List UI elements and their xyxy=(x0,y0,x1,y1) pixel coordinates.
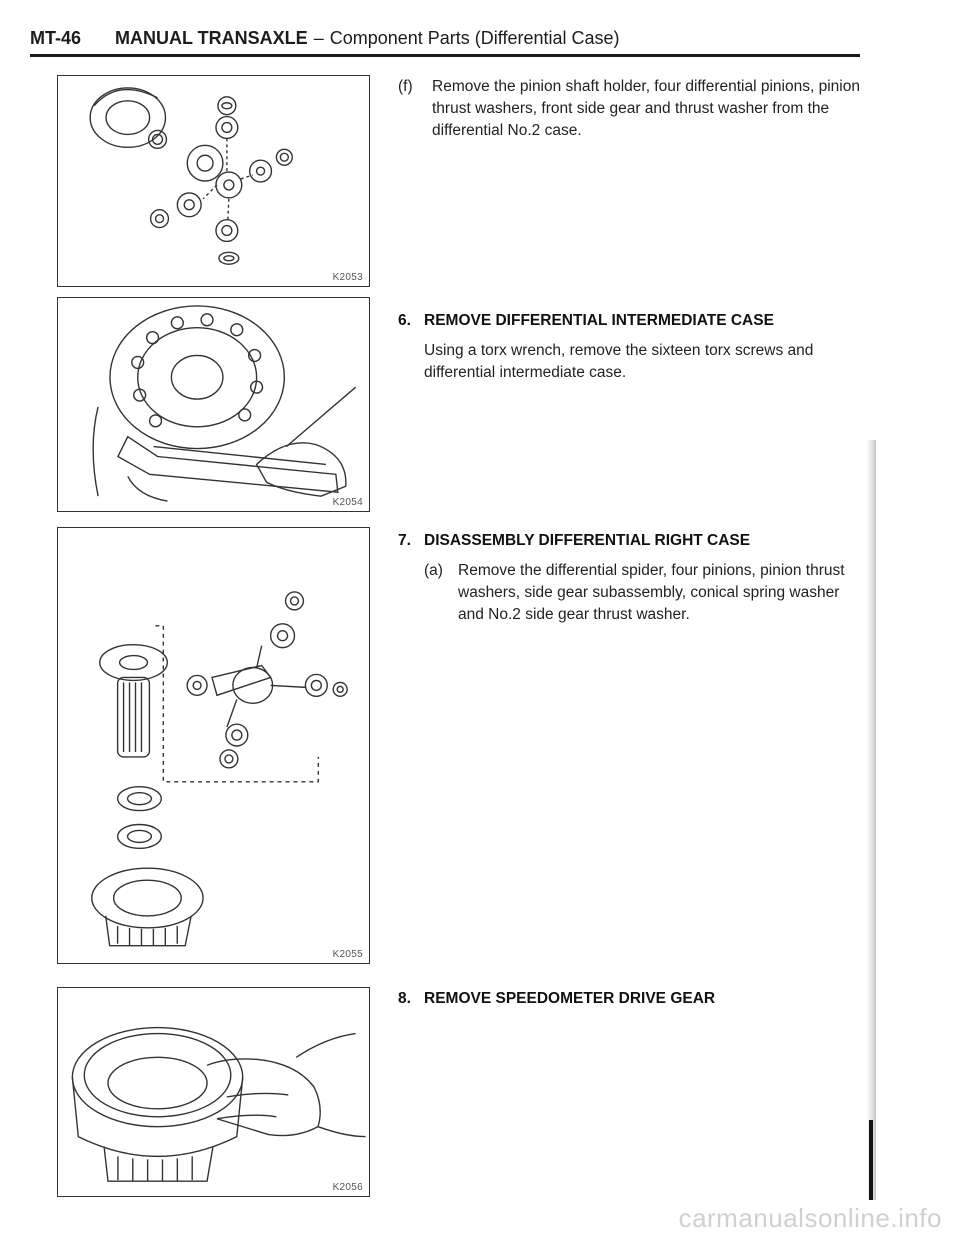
step-number: 7. xyxy=(398,532,411,549)
watermark: carmanualsonline.info xyxy=(678,1203,942,1233)
section-subtitle: Component Parts (Differential Case) xyxy=(329,28,620,48)
binding-shadow xyxy=(866,440,876,1200)
figure-code: K2056 xyxy=(332,1182,363,1193)
step-6 xyxy=(398,310,868,384)
pinion-exploded-illustration xyxy=(58,76,369,286)
figure-code: K2054 xyxy=(332,497,363,508)
step-text: Remove the pinion shaft holder, four differential pinions, pinion thrust washers, front side gear and thrust washer from the differential No.2 case. xyxy=(432,78,860,139)
step-heading: DISASSEMBLY DIFFERENTIAL RIGHT CASE xyxy=(424,532,751,549)
figure-torx-wrench xyxy=(57,297,370,512)
step-label: (f) xyxy=(398,78,413,95)
substep-label: (a) xyxy=(424,562,443,579)
figure-right-case-disassembly xyxy=(57,527,370,964)
binding-edge xyxy=(869,1120,873,1200)
title-separator: – xyxy=(313,28,324,48)
step-7 xyxy=(398,530,868,626)
section-title: MANUAL TRANSAXLE xyxy=(115,28,308,48)
step-heading: REMOVE DIFFERENTIAL INTERMEDIATE CASE xyxy=(424,312,774,329)
step-number: 6. xyxy=(398,312,411,329)
page-header xyxy=(30,24,860,57)
substep-text: Remove the differential spider, four pinions, pinion thrust washers, side gear subassembly, conical spring washer and No.2 side gear thrust washer. xyxy=(458,562,845,623)
figure-pinion-exploded xyxy=(57,75,370,287)
figure-code: K2053 xyxy=(332,272,363,283)
step-heading: REMOVE SPEEDOMETER DRIVE GEAR xyxy=(424,990,716,1007)
torx-wrench-illustration xyxy=(58,298,369,511)
step-8 xyxy=(398,988,868,1010)
step-f xyxy=(398,76,868,142)
figure-speedometer-gear xyxy=(57,987,370,1197)
figure-code: K2055 xyxy=(332,949,363,960)
speedometer-gear-illustration xyxy=(58,988,369,1196)
step-text: Using a torx wrench, remove the sixteen torx screws and differential intermediate case. xyxy=(424,342,814,381)
step-number: 8. xyxy=(398,990,411,1007)
right-case-illustration xyxy=(58,528,369,963)
page-code: MT-46 xyxy=(30,28,82,48)
